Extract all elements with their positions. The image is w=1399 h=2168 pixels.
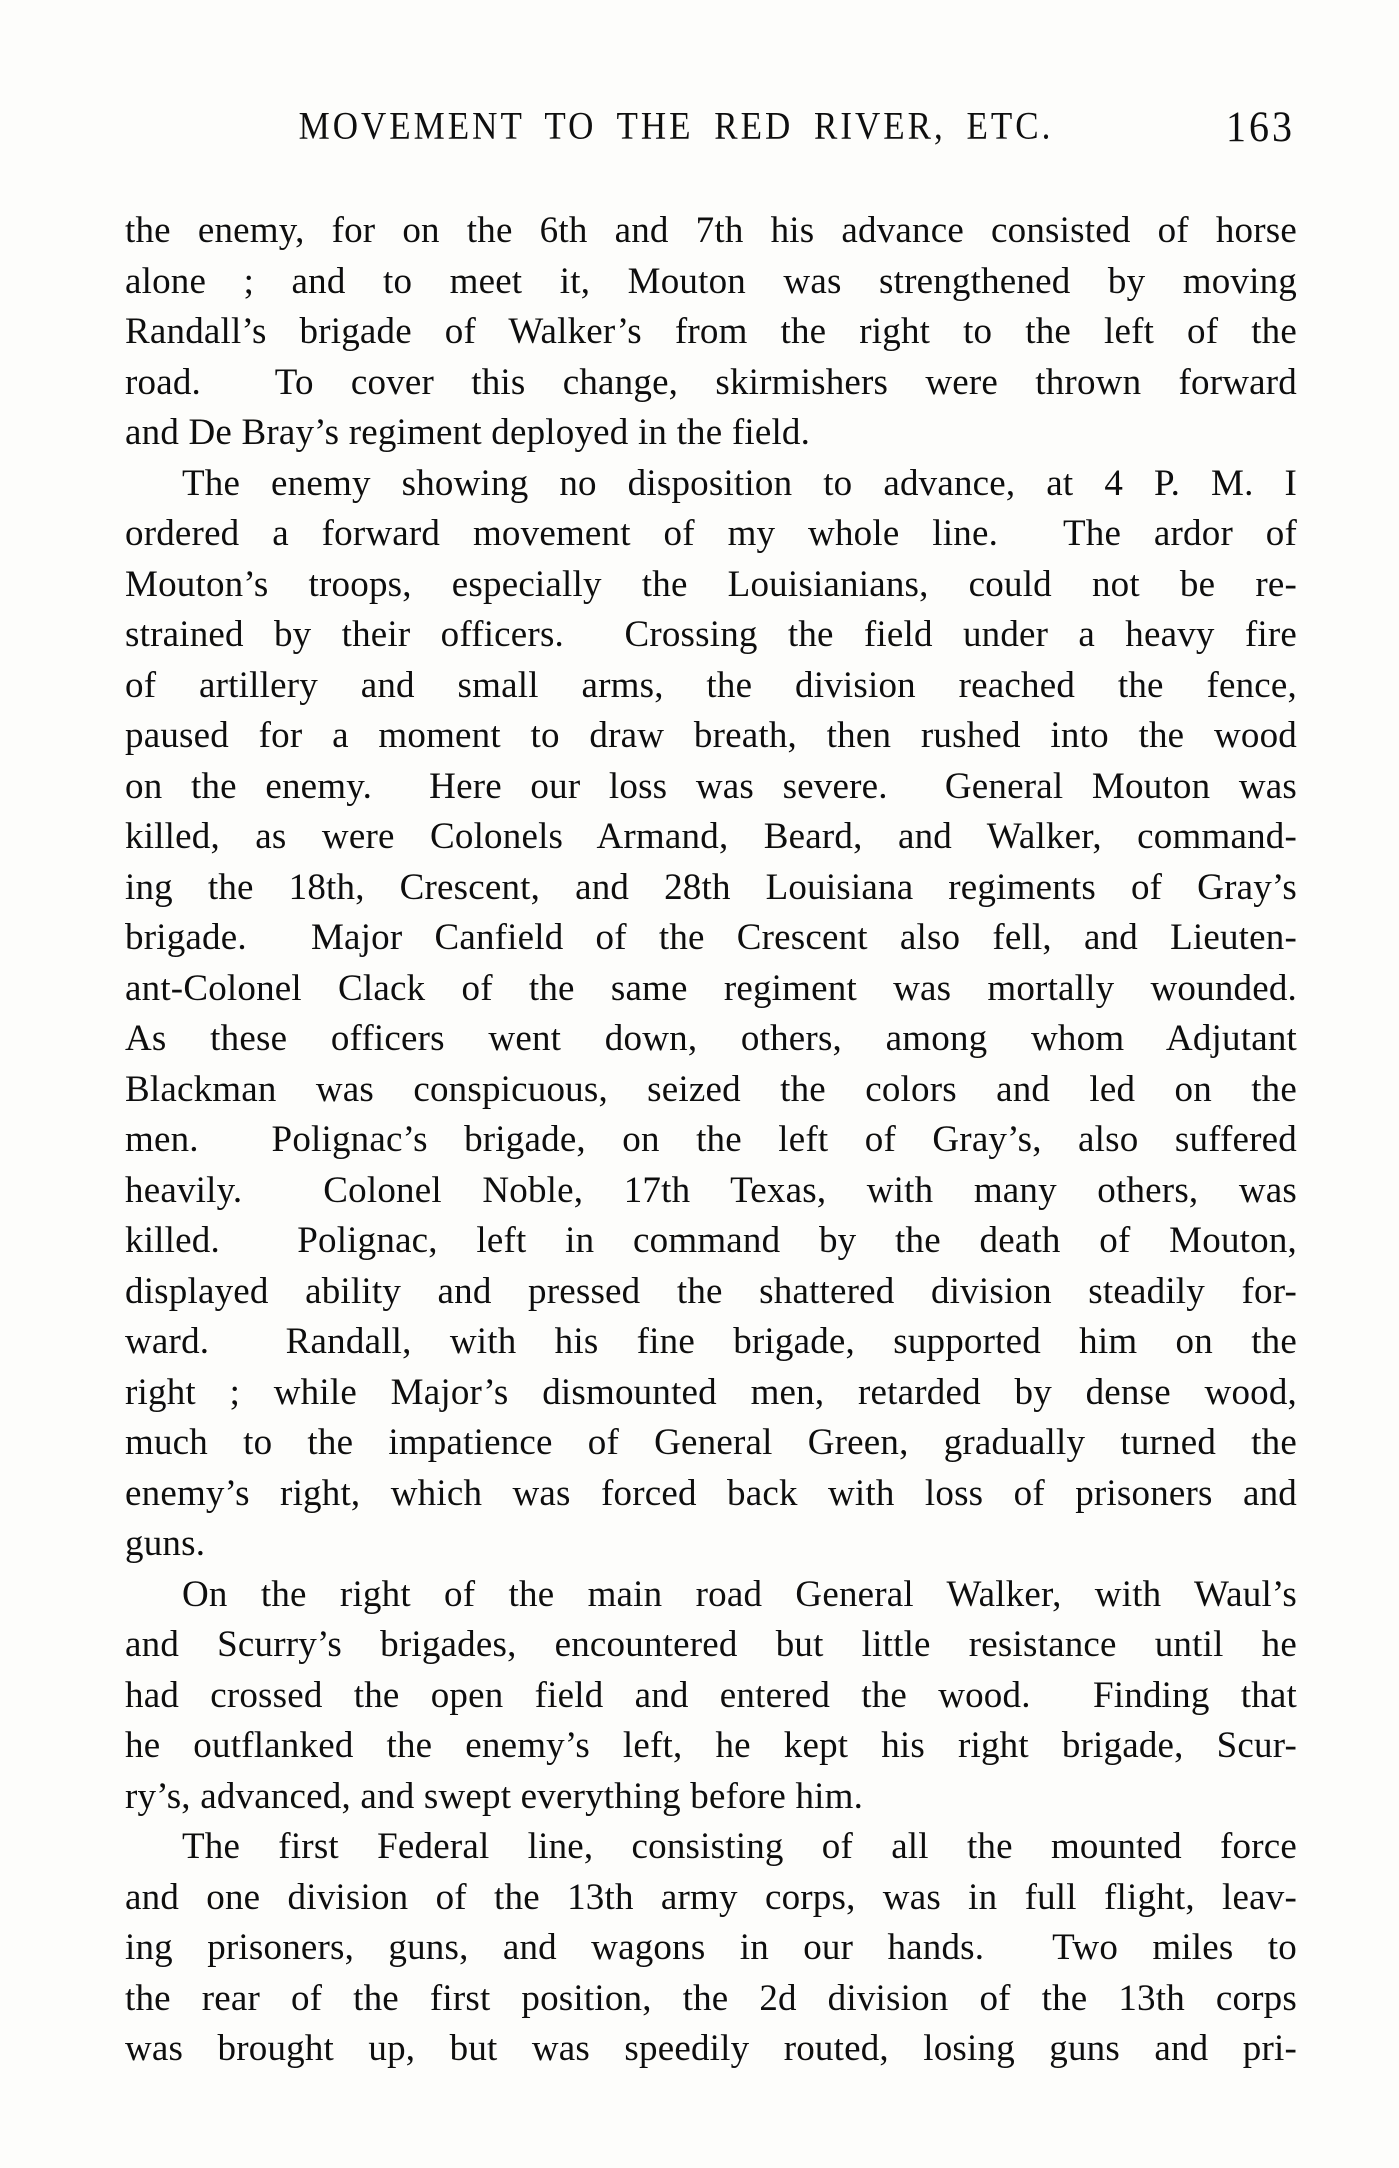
text-line: on the enemy. Here our loss was severe. General Mouton was [125, 765, 1297, 807]
text-line: killed, as were Colonels Armand, Beard, and Walker, command- [125, 816, 1297, 857]
text-line: right ; while Major’s dismounted men, retarded by dense wood, [125, 1371, 1297, 1413]
text-line: much to the impatience of General Green, gradually turned the [125, 1422, 1297, 1463]
text-line: had crossed the open field and entered the wood. Finding that [125, 1674, 1297, 1716]
page-body [125, 206, 1297, 2075]
text-line: strained by their officers. Crossing the field under a heavy fire [125, 614, 1297, 655]
text-line: killed. Polignac, left in command by the death of Mouton, [125, 1220, 1297, 1261]
text-line: and one division of the 13th army corps, was in full flight, leav- [125, 1876, 1297, 1918]
text-line: As these officers went down, others, among whom Adjutant [125, 1018, 1297, 1059]
text-line: displayed ability and pressed the shattered division steadily for- [125, 1270, 1297, 1312]
text-line: men. Polignac’s brigade, on the left of Gray’s, also suffered [125, 1119, 1297, 1160]
page-number: 163 [1226, 102, 1295, 151]
running-header [125, 104, 1297, 154]
text-line: guns. [125, 1523, 206, 1564]
text-line: and Scurry’s brigades, encountered but little resistance until he [125, 1624, 1297, 1665]
text-line: paused for a moment to draw breath, then rushed into the wood [125, 715, 1297, 756]
text-line: Blackman was conspicuous, seized the colors and led on the [125, 1068, 1297, 1110]
text-line: enemy’s right, which was forced back with loss of prisoners and [125, 1472, 1297, 1514]
text-line: ant-Colonel Clack of the same regiment was mortally wounded. [125, 967, 1297, 1009]
text-line: ward. Randall, with his fine brigade, supported him on the [125, 1321, 1297, 1362]
text-line: was brought up, but was speedily routed, losing guns and pri- [125, 2028, 1297, 2069]
text-line: The first Federal line, consisting of all the mounted force [182, 1826, 1297, 1867]
text-line: Randall’s brigade of Walker’s from the right to the left of the [125, 311, 1297, 352]
text-line: ry’s, advanced, and swept everything before him. [125, 1775, 864, 1817]
text-line: and De Bray’s regiment deployed in the field. [125, 412, 811, 453]
text-line: the enemy, for on the 6th and 7th his advance consisted of horse [125, 210, 1297, 251]
text-line: of artillery and small arms, the division reached the fence, [125, 664, 1297, 706]
running-header-title: MOVEMENT TO THE RED RIVER, ETC. [298, 104, 1054, 148]
text-line: ordered a forward movement of my whole line. The ardor of [125, 513, 1297, 554]
text-line: heavily. Colonel Noble, 17th Texas, with many others, was [125, 1169, 1297, 1211]
text-line: On the right of the main road General Walker, with Waul’s [182, 1573, 1297, 1615]
text-line: he outflanked the enemy’s left, he kept his right brigade, Scur- [125, 1725, 1297, 1766]
text-line: alone ; and to meet it, Mouton was strengthened by moving [125, 260, 1297, 302]
text-line: ing the 18th, Crescent, and 28th Louisiana regiments of Gray’s [125, 866, 1297, 908]
text-line: brigade. Major Canfield of the Crescent also fell, and Lieuten- [125, 917, 1297, 958]
text-line: The enemy showing no disposition to advance, at 4 P. M. I [182, 462, 1297, 504]
text-line: road. To cover this change, skirmishers were thrown forward [125, 361, 1297, 403]
text-line: the rear of the first position, the 2d division of the 13th corps [125, 1977, 1297, 2019]
text-line: ing prisoners, guns, and wagons in our hands. Two miles to [125, 1927, 1297, 1968]
text-line: Mouton’s troops, especially the Louisianians, could not be re- [125, 563, 1297, 605]
